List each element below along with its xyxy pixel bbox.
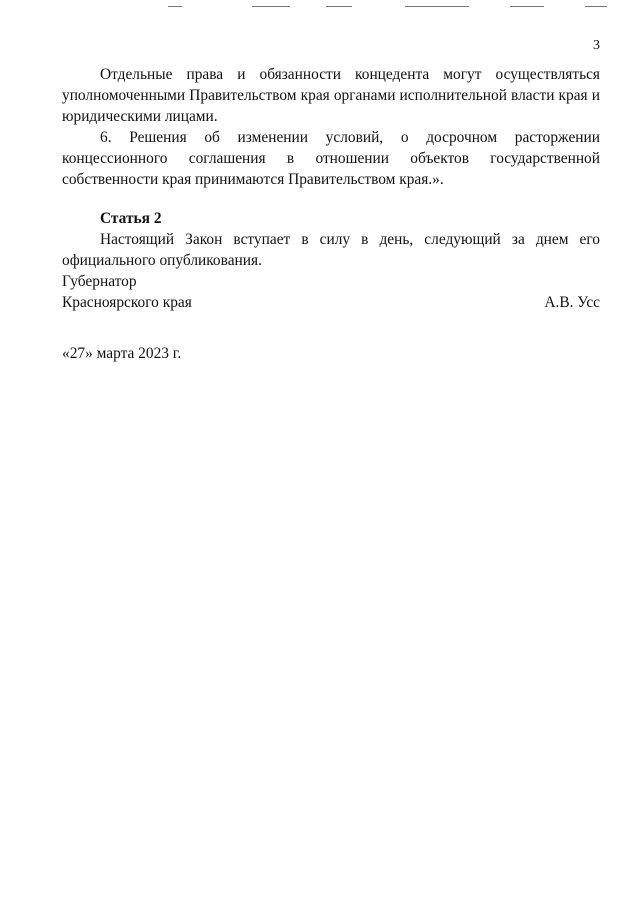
scan-mark [326,6,352,7]
signature-block [62,271,600,313]
signatory-title-line1: Губернатор [62,273,137,290]
page-number: 3 [593,38,600,53]
signatory-name: А.В. Усс [544,294,600,311]
scan-mark [585,6,607,7]
scan-mark [168,6,182,7]
paragraph-concedent-rights: Отдельные права и обязанности концедента могут осуществляться уполномоченными Правительством края органами исполнительной власти края и юридическими лицами. [62,66,600,125]
article-2-text: Настоящий Закон вступает в силу в день, следующий за днем его официального опубликования. [62,231,600,269]
scan-mark [405,6,469,7]
document-date: «27» марта 2023 г. [62,345,182,362]
signatory-title-line2: Красноярского края [62,294,192,311]
document-body [62,64,600,271]
paragraph-6-decisions: 6. Решения об изменении условий, о досрочном расторжении концессионного соглашения в отношении объектов государственной собственности края принимаются Правительством края.». [62,129,600,188]
scan-mark [510,6,544,7]
article-2-heading: Статья 2 [100,210,162,227]
scan-mark [252,6,290,7]
